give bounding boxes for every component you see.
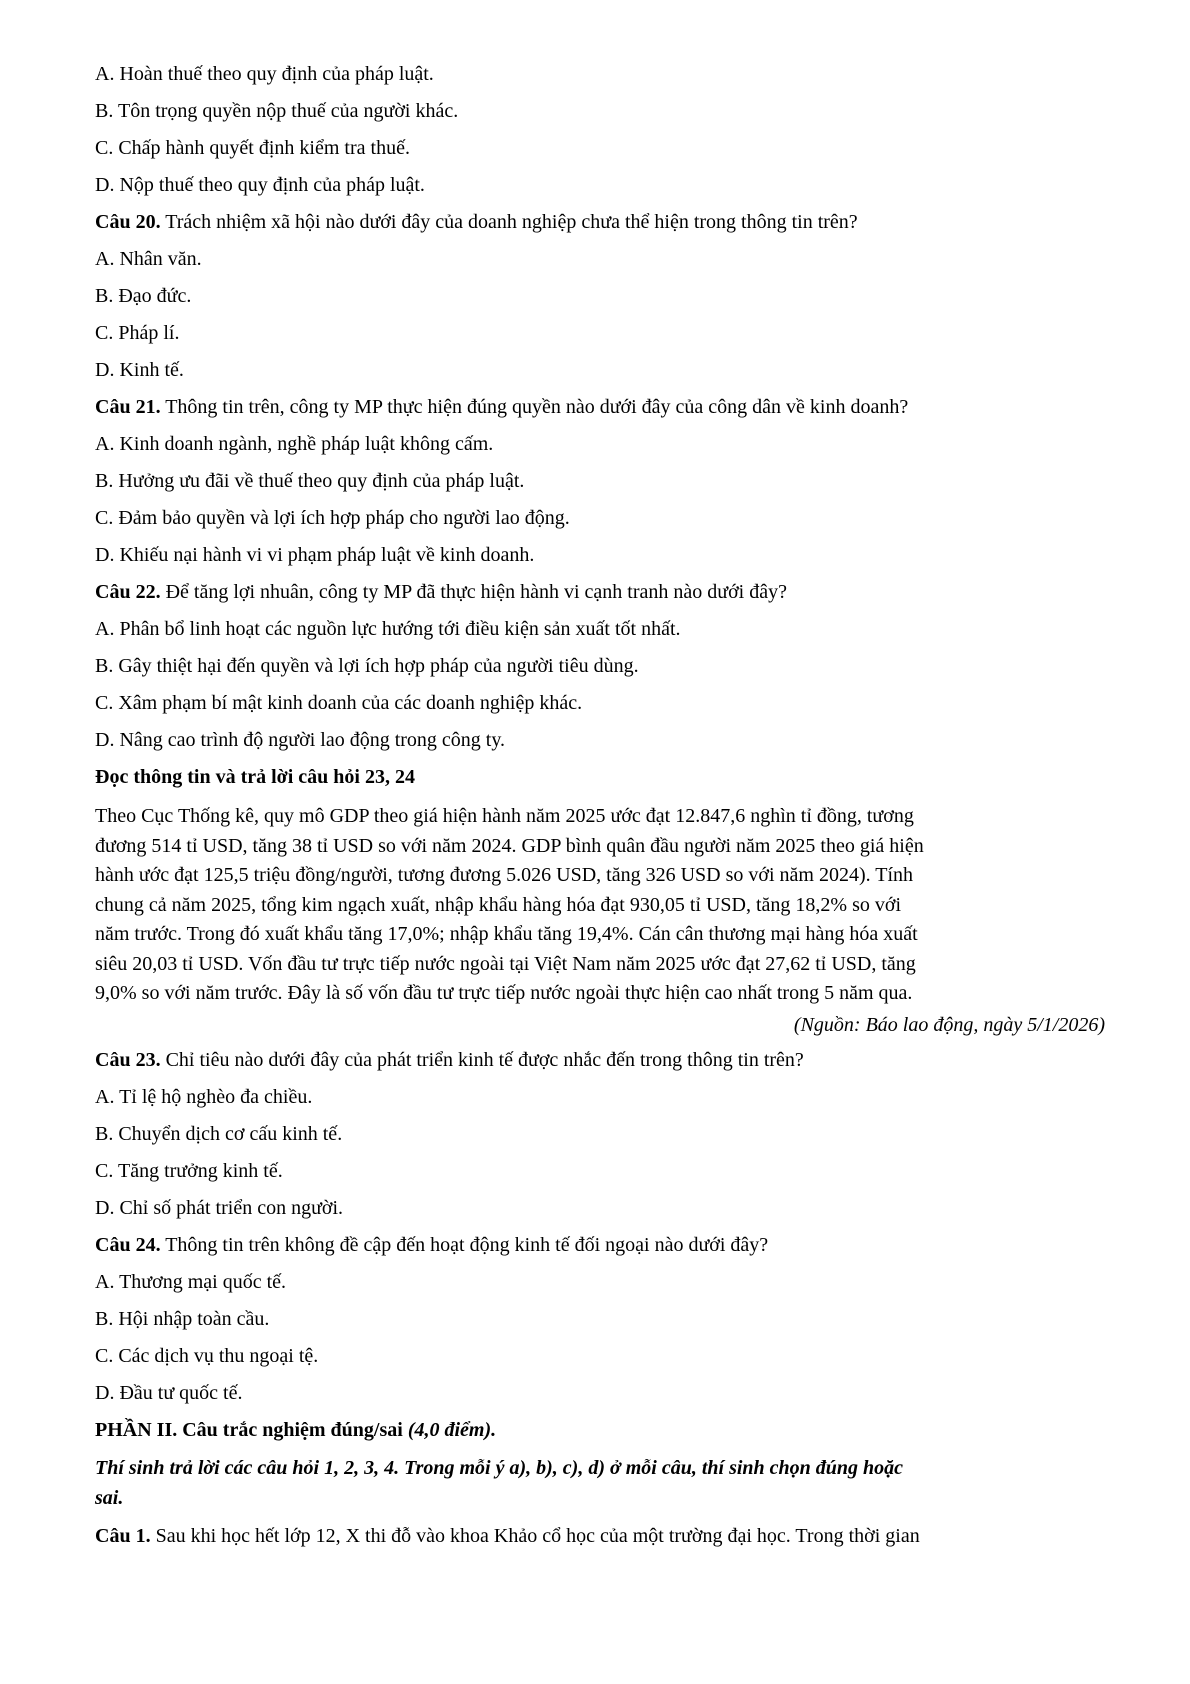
question-number: Câu 24. [95, 1233, 161, 1256]
question-number: Câu 23. [95, 1048, 161, 1071]
question-text: Trách nhiệm xã hội nào dưới đây của doanh nghiệp chưa thể hiện trong thông tin trên? [160, 211, 858, 233]
question-text: Chỉ tiêu nào dưới đây của phát triển kinh tế được nhắc đến trong thông tin trên? [160, 1048, 804, 1071]
option-a: A. Hoàn thuế theo quy định của pháp luật. [95, 63, 434, 85]
option-d: D. Nộp thuế theo quy định của pháp luật. [95, 174, 425, 196]
question-22 [95, 580, 1105, 604]
question-24 [95, 1233, 1105, 1257]
question-number: Câu 20. [95, 211, 161, 233]
reading-heading: Đọc thông tin và trả lời câu hỏi 23, 24 [95, 766, 415, 788]
reading-line: 9,0% so với năm trước. Đây là số vốn đầu tư trực tiếp nước ngoài thực hiện cao nhất trong 5 năm qua. [95, 982, 913, 1004]
question-text: Thông tin trên không đề cập đến hoạt động kinh tế đối ngoại nào dưới đây? [160, 1233, 769, 1256]
reading-line: hành ước đạt 125,5 triệu đồng/người, tương đương 5.026 USD, tăng 326 USD so với năm 2024). Tính [95, 864, 914, 886]
option-d: D. Chỉ số phát triển con người. [95, 1196, 344, 1219]
question-text: Để tăng lợi nhuân, công ty MP đã thực hiện hành vi cạnh tranh nào dưới đây? [160, 581, 787, 603]
option-b: B. Tôn trọng quyền nộp thuế của người khác. [95, 100, 459, 122]
reading-line: chung cả năm 2025, tổng kim ngạch xuất, nhập khẩu hàng hóa đạt 930,05 tỉ USD, tăng 18,2% so với [95, 893, 901, 916]
option-b: B. Gây thiệt hại đến quyền và lợi ích hợp pháp của người tiêu dùng. [95, 655, 639, 677]
option-b: B. Hưởng ưu đãi về thuế theo quy định của pháp luật. [95, 470, 525, 492]
question-23 [95, 1048, 1105, 1072]
reading-paragraph [95, 802, 1105, 1009]
part-2-instruction [95, 1453, 1105, 1513]
option-c: C. Xâm phạm bí mật kinh doanh của các doanh nghiệp khác. [95, 692, 583, 714]
option-a: A. Tỉ lệ hộ nghèo đa chiều. [95, 1085, 313, 1108]
option-d: D. Kinh tế. [95, 359, 184, 381]
reading-line: Theo Cục Thống kê, quy mô GDP theo giá hiện hành năm 2025 ước đạt 12.847,6 nghìn tỉ đồng, tương [95, 805, 914, 827]
option-d: D. Nâng cao trình độ người lao động trong công ty. [95, 729, 506, 751]
option-c: C. Tăng trưởng kinh tế. [95, 1159, 283, 1182]
reading-line: năm trước. Trong đó xuất khẩu tăng 17,0%; nhập khẩu tăng 19,4%. Cán cân thương mại hàng hóa xuất [95, 923, 918, 945]
option-b: B. Đạo đức. [95, 285, 192, 307]
source-citation: (Nguồn: Báo lao động, ngày 5/1/2026) [793, 1013, 1105, 1036]
option-c: C. Đảm bảo quyền và lợi ích hợp pháp cho người lao động. [95, 507, 570, 529]
question-text: Thông tin trên, công ty MP thực hiện đúng quyền nào dưới đây của công dân về kinh doanh? [160, 396, 909, 418]
question-1 [95, 1524, 1105, 1548]
option-a: A. Nhân văn. [95, 248, 202, 270]
option-d: D. Khiếu nại hành vi vi phạm pháp luật về kinh doanh. [95, 544, 535, 566]
question-number: Câu 1. [95, 1524, 151, 1547]
question-20 [95, 210, 1105, 234]
part-title: PHẦN II. Câu trắc nghiệm đúng/sai [95, 1418, 408, 1441]
option-b: B. Hội nhập toàn cầu. [95, 1307, 270, 1330]
exam-page [95, 62, 1105, 1561]
option-b: B. Chuyển dịch cơ cấu kinh tế. [95, 1122, 343, 1145]
question-text: Sau khi học hết lớp 12, X thi đỗ vào khoa Khảo cổ học của một trường đại học. Trong thời gian [150, 1524, 920, 1547]
option-a: A. Thương mại quốc tế. [95, 1270, 287, 1293]
reading-line: đương 514 tỉ USD, tăng 38 tỉ USD so với năm 2024. GDP bình quân đầu người năm 2025 theo giá hiện [95, 834, 924, 857]
option-c: C. Pháp lí. [95, 322, 180, 344]
question-21 [95, 395, 1105, 419]
option-c: C. Các dịch vụ thu ngoại tệ. [95, 1344, 319, 1367]
part-points: (4,0 điểm). [407, 1418, 497, 1441]
instruction-line: sai. [95, 1486, 124, 1509]
reading-line: siêu 20,03 tỉ USD. Vốn đầu tư trực tiếp nước ngoài tại Việt Nam năm 2025 ước đạt 27,62 tỉ USD, tăng [95, 952, 916, 975]
question-number: Câu 22. [95, 581, 161, 603]
part-2-title [95, 1418, 1105, 1442]
question-number: Câu 21. [95, 396, 161, 418]
option-c: C. Chấp hành quyết định kiểm tra thuế. [95, 137, 410, 159]
option-d: D. Đầu tư quốc tế. [95, 1381, 243, 1404]
instruction-line: Thí sinh trả lời các câu hỏi 1, 2, 3, 4. Trong mỗi ý a), b), c), d) ở mỗi câu, thí sinh chọn đúng hoặc [95, 1456, 904, 1479]
option-a: A. Kinh doanh ngành, nghề pháp luật không cấm. [95, 433, 494, 455]
option-a: A. Phân bổ linh hoạt các nguồn lực hướng tới điều kiện sản xuất tốt nhất. [95, 618, 681, 640]
